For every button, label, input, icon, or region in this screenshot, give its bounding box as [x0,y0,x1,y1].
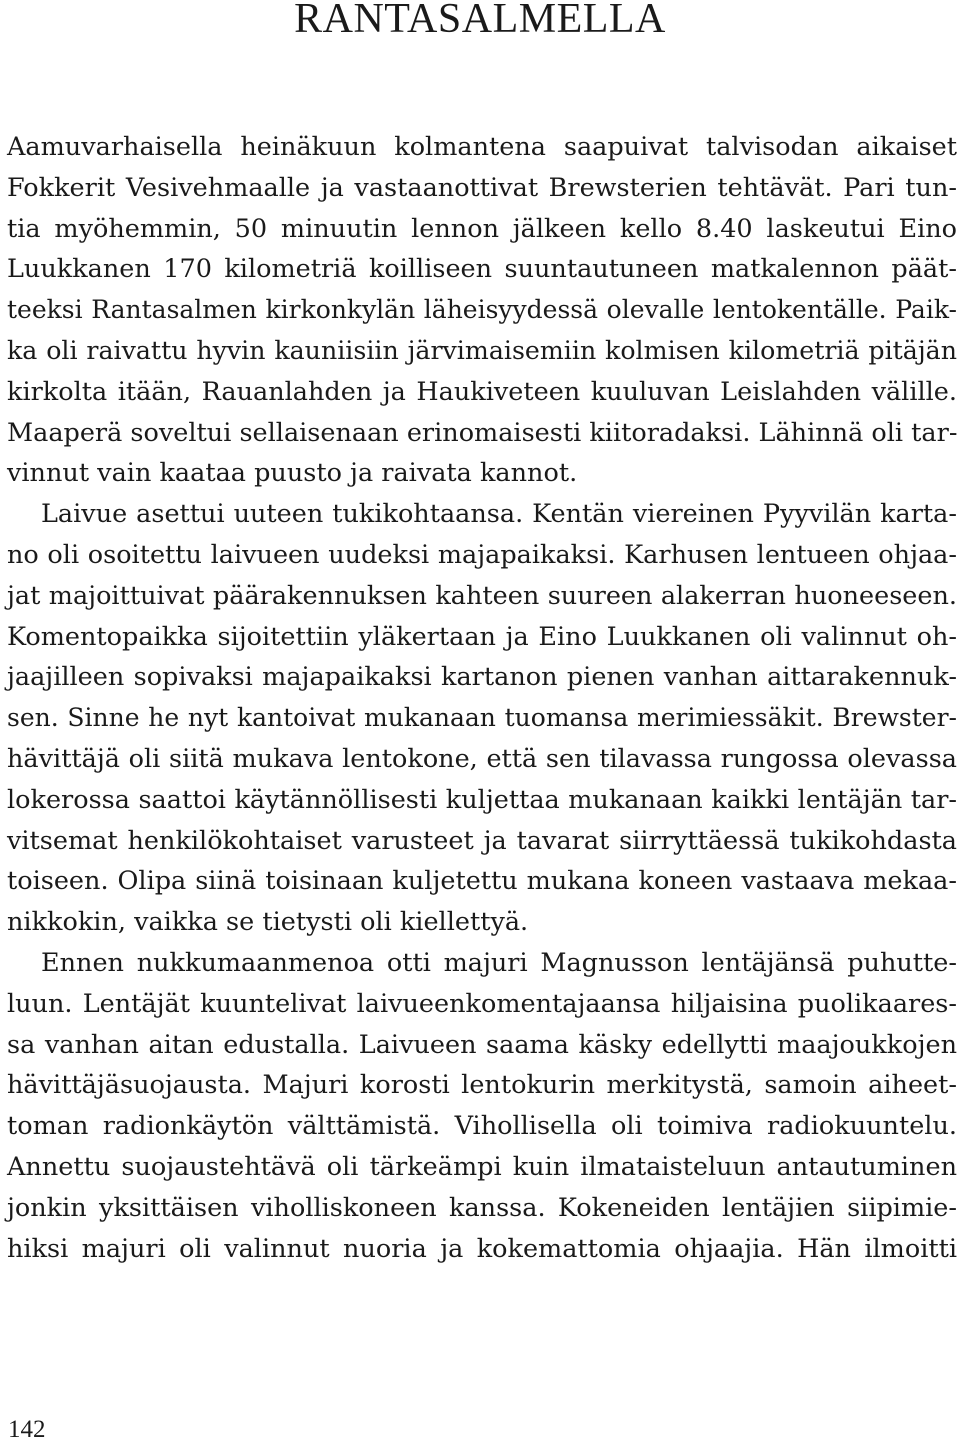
page-number: 142 [8,1416,46,1443]
text-line: luun. Lentäjät kuuntelivat laivueenkomentajaansa hiljaisina puolikaares- [7,988,957,1019]
text-line: no oli osoitettu laivueen uudeksi majapaikaksi. Karhusen lentueen ohjaa- [7,539,957,570]
text-line: Komentopaikka sijoitettiin yläkertaan ja Eino Luukkanen oli valinnut oh- [7,621,957,652]
text-line: toman radionkäytön välttämistä. Vihollisella oli toimiva radiokuuntelu. [7,1111,957,1142]
text-line: teeksi Rantasalmen kirkonkylän läheisyydessä olevalle lentokentälle. Paik- [7,295,957,325]
text-line: hävittäjäsuojausta. Majuri korosti lentokurin merkitystä, samoin aiheet- [7,1070,957,1101]
text-line: jat majoittuivat päärakennuksen kahteen suureen alakerran huoneeseen. [7,580,957,611]
text-line: lokerossa saattoi käytännöllisesti kuljettaa mukanaan kaikki lentäjän tar- [7,784,957,815]
text-line: nikkokin, vaikka se tietysti oli kiellettyä. [7,907,529,938]
text-line: hiksi majuri oli valinnut nuoria ja kokemattomia ohjaajia. Hän ilmoitti [7,1233,957,1264]
text-line: toiseen. Olipa siinä toisinaan kuljetettu mukana koneen vastaava mekaa- [7,866,957,897]
page-title: RANTASALMELLA [294,0,666,42]
text-line: jonkin yksittäisen viholliskoneen kanssa. Kokeneiden lentäjien siipimie- [7,1192,957,1223]
text-line: vitsemat henkilökohtaiset varusteet ja tavarat siirryttäessä tukikohdasta [7,825,957,856]
text-line: Ennen nukkumaanmenoa otti majuri Magnusson lentäjänsä puhutte- [41,947,957,978]
text-line: vinnut vain kaataa puusto ja raivata kannot. [7,458,578,489]
text-line: ka oli raivattu hyvin kauniisiin järvimaisemiin kolmisen kilometriä pitäjän [7,335,957,365]
text-line: Aamuvarhaisella heinäkuun kolmantena saapuivat talvisodan aikaiset [7,132,957,162]
body-text [7,127,957,1269]
text-line: Fokkerit Vesivehmaalle ja vastaanottivat Brewsterien tehtävät. Pari tun- [7,172,957,203]
text-line: hävittäjä oli siitä mukava lentokone, että sen tilavassa rungossa olevassa [7,743,957,774]
text-line: tia myöhemmin, 50 minuutin lennon jälkeen kello 8.40 laskeutui Eino [7,213,957,244]
text-line: kirkolta itään, Rauanlahden ja Haukiveteen kuuluvan Leislahden välille. [7,376,957,407]
text-line: sen. Sinne he nyt kantoivat mukanaan tuomansa merimiessäkit. Brewster- [7,703,957,733]
text-line: jaajilleen sopivaksi majapaikaksi kartanon pienen vanhan aittarakennuk- [7,662,957,693]
text-line: sa vanhan aitan edustalla. Laivueen saama käsky edellytti maajoukkojen [7,1029,957,1060]
text-line: Annettu suojaustehtävä oli tärkeämpi kuin ilmataisteluun antautuminen [7,1151,957,1182]
text-line: Maaperä soveltui sellaisenaan erinomaisesti kiitoradaksi. Lähinnä oli tar- [7,417,958,448]
text-line: Luukkanen 170 kilometriä koilliseen suuntautuneen matkalennon päät- [7,254,957,285]
text-line: Laivue asettui uuteen tukikohtaansa. Kentän viereinen Pyyvilän karta- [41,499,957,530]
